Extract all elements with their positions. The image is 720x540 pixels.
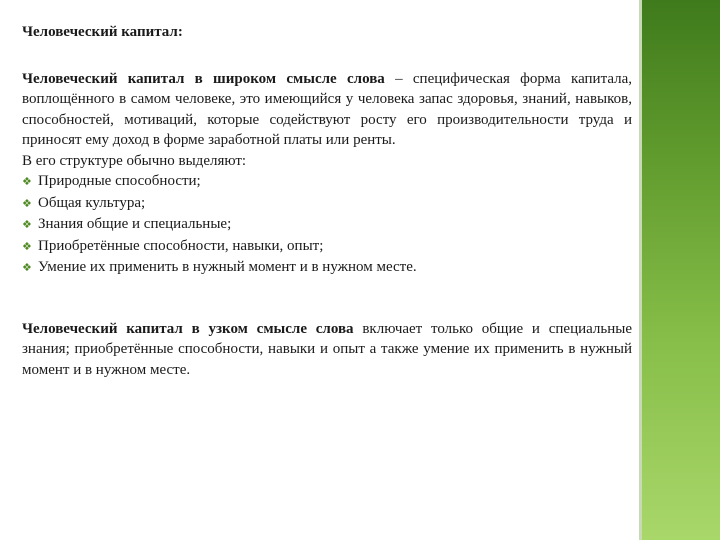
check-diamond-icon: ❖ xyxy=(22,175,32,188)
slide-content xyxy=(22,22,632,380)
list-item xyxy=(22,171,632,193)
broad-definition-term: Человеческий капитал в широком смысле слова xyxy=(22,70,385,87)
list-item-text: Общая культура; xyxy=(38,194,146,211)
list-item xyxy=(22,193,632,215)
check-diamond-icon: ❖ xyxy=(22,196,32,210)
slide-heading: Человеческий капитал: xyxy=(22,24,183,40)
broad-definition-text: – специфическая форма капитала, воплощённого в самом человеке, это имеющийся у человека запас здоровья, знаний, навыков, способностей, мотиваций, которые содействуют росту его производительности труда и приносят ему доход в форме заработной платы или ренты. xyxy=(22,70,633,148)
broad-definition-paragraph xyxy=(22,69,632,151)
check-diamond-icon: ❖ xyxy=(22,261,32,274)
list-item xyxy=(22,236,632,258)
structure-list xyxy=(22,171,632,279)
list-item xyxy=(22,214,632,236)
structure-intro: В его структуре обычно выделяют: xyxy=(22,152,247,169)
decorative-green-side-bar xyxy=(642,0,720,540)
check-diamond-icon: ❖ xyxy=(22,218,32,231)
list-item-text: Природные способности; xyxy=(38,173,201,189)
list-item-text: Приобретённые способности, навыки, опыт; xyxy=(38,237,324,254)
list-item-text: Знания общие и специальные; xyxy=(38,216,232,232)
narrow-definition-term: Человеческий капитал в узком смысле слова xyxy=(22,320,354,337)
check-diamond-icon: ❖ xyxy=(22,239,32,253)
narrow-definition-text: включает только общие и специальные знания; приобретённые способности, навыки и опыт а также умение их применить в нужный момент и в нужном месте. xyxy=(22,320,633,378)
narrow-definition-paragraph xyxy=(22,319,632,381)
list-item-text: Умение их применить в нужный момент и в нужном месте. xyxy=(38,259,417,275)
list-item xyxy=(22,257,632,279)
